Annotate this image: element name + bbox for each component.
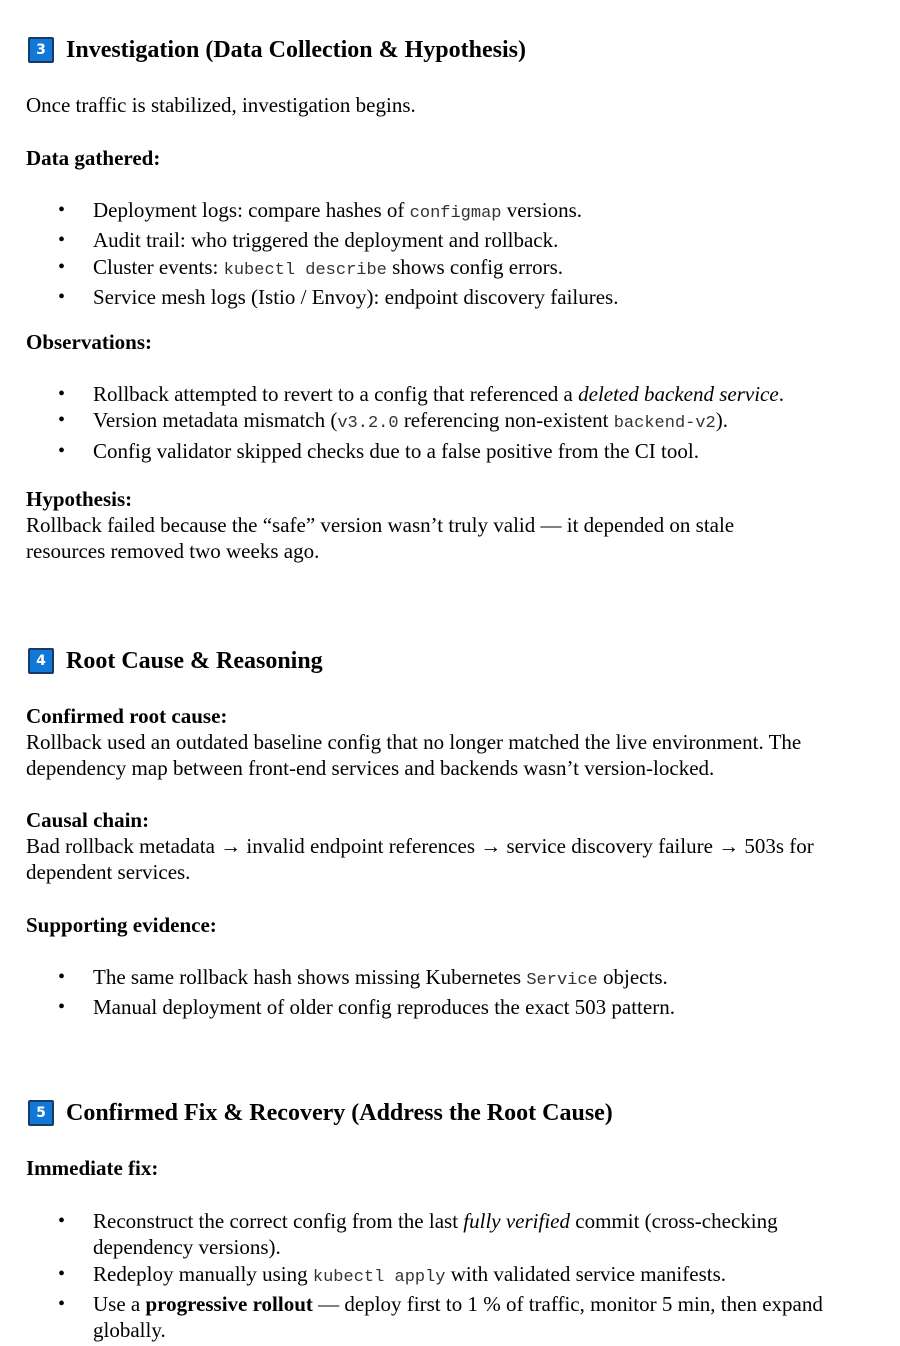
section-5-heading (28, 1099, 613, 1127)
list-item: • Use a progressive rollout — deploy first to 1 % of traffic, monitor 5 min, then expand globally. (26, 1291, 836, 1344)
list-item: • Manual deployment of older config reproduces the exact 503 pattern. (26, 994, 826, 1020)
root-cause-text: Rollback used an outdated baseline config that no longer matched the live environment. The dependency map between front-end services and backends wasn’t version-locked. (26, 730, 802, 780)
section-4-title: Root Cause & Reasoning (66, 648, 323, 674)
section-3-heading (28, 36, 526, 64)
section-5-title: Confirmed Fix & Recovery (Address the Root Cause) (66, 1100, 613, 1126)
list-item: • Cluster events: kubectl describe shows config errors. (26, 254, 826, 284)
root-cause-label: Confirmed root cause: (26, 704, 228, 728)
observations-list (26, 381, 826, 464)
supporting-evidence-label: Supporting evidence: (26, 913, 217, 937)
list-item: • Config validator skipped checks due to a false positive from the CI tool. (26, 438, 826, 464)
immediate-fix-list (26, 1208, 836, 1343)
list-item: • Redeploy manually using kubectl apply with validated service manifests. (26, 1261, 836, 1291)
supporting-evidence-list (26, 964, 826, 1021)
list-item: • Audit trail: who triggered the deployment and rollback. (26, 227, 826, 253)
list-item: • Rollback attempted to revert to a config that referenced a deleted backend service. (26, 381, 826, 407)
number-3-badge-icon: 3 (28, 37, 54, 63)
list-item: • Version metadata mismatch (v3.2.0 referencing non-existent backend-v2). (26, 407, 826, 437)
data-gathered-label: Data gathered: (26, 146, 161, 170)
list-item: • Reconstruct the correct config from the last fully verified commit (cross-checking dependency versions). (26, 1208, 836, 1261)
list-item: • Deployment logs: compare hashes of configmap versions. (26, 197, 826, 227)
list-item: • The same rollback hash shows missing Kubernetes Service objects. (26, 964, 826, 994)
immediate-fix-label: Immediate fix: (26, 1156, 159, 1180)
number-4-badge-icon: 4 (28, 648, 54, 674)
section-3-intro: Once traffic is stabilized, investigation begins. (26, 93, 416, 117)
section-4-heading (28, 647, 323, 675)
causal-chain-label: Causal chain: (26, 808, 150, 832)
hypothesis-text: Rollback failed because the “safe” version wasn’t truly valid — it depended on stale resources removed two weeks ago. (26, 513, 735, 563)
list-item: • Service mesh logs (Istio / Envoy): endpoint discovery failures. (26, 284, 826, 310)
data-gathered-list (26, 197, 826, 310)
observations-label: Observations: (26, 330, 152, 354)
hypothesis-label: Hypothesis: (26, 487, 133, 511)
number-5-badge-icon: 5 (28, 1100, 54, 1126)
section-3-title: Investigation (Data Collection & Hypothesis) (66, 37, 526, 63)
causal-chain-text: Bad rollback metadata → invalid endpoint references → service discovery failure → 503s for dependent services. (26, 834, 814, 884)
